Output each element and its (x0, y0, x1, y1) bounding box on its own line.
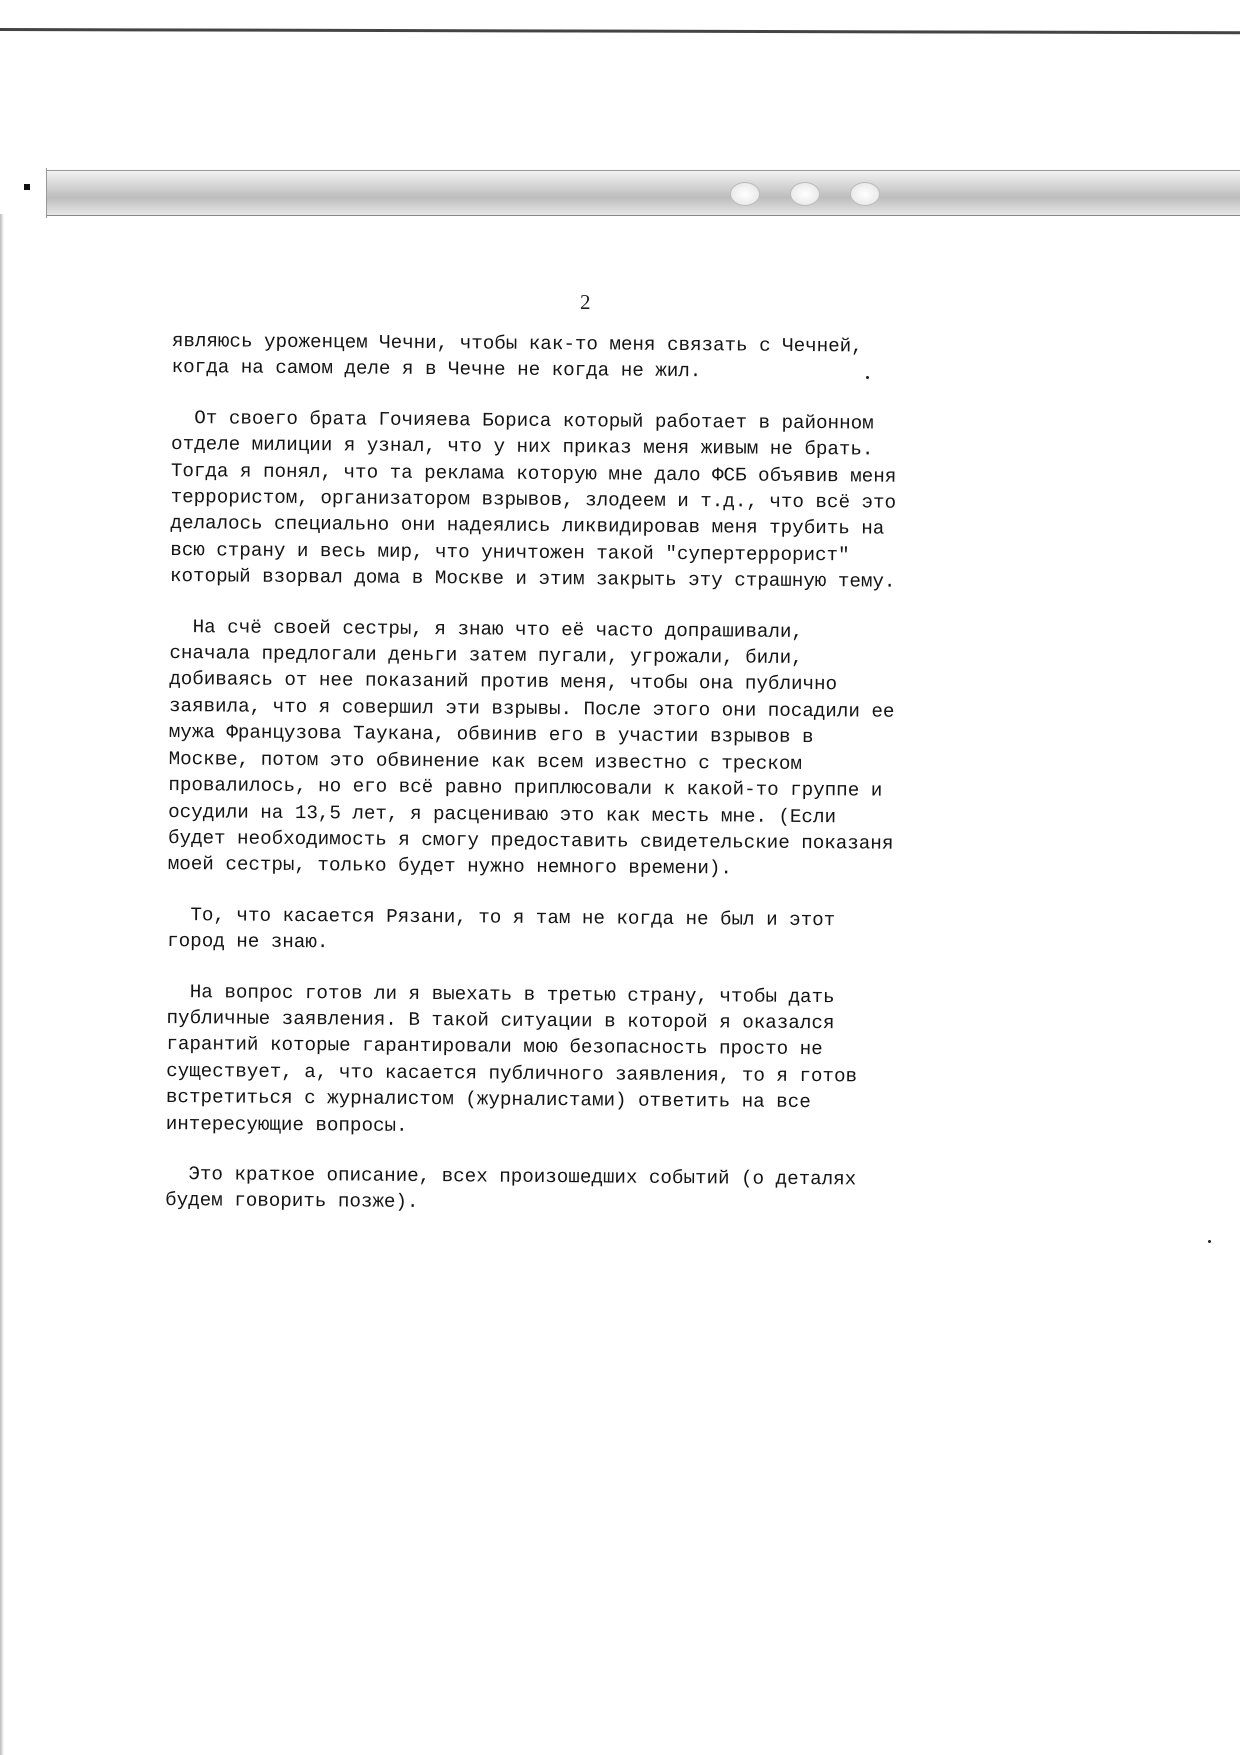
scanner-strip-edge (0, 168, 47, 218)
paragraph-6: Это краткое описание, всех произошедших событий (о деталях будем говорить позже). (165, 1162, 857, 1214)
scan-speck (1208, 1240, 1211, 1243)
paragraph-5: На вопрос готов ли я выехать в третью страну, чтобы дать публичные заявления. В такой ситуации в которой я оказался гарантий которые гарантировали мою безопасность просто не существует, а, что касается публичного заявления, то я готов встретиться с журналистом (журналистами) ответить на все интересующие вопросы. (165, 980, 858, 1137)
scanner-marker (24, 184, 30, 190)
scanner-hole-2 (790, 182, 820, 206)
document-body (165, 328, 1072, 1245)
scan-top-rule (0, 28, 1240, 34)
scan-artifact-top (560, 4, 860, 18)
paragraph-1: являюсь уроженцем Чечни, чтобы как-то меня связать с Чечней, когда на самом деле я в Чечне не когда не жил. (171, 329, 863, 383)
paragraph-2: От своего брата Гочияева Бориса который работает в районном отделе милиции я узнал, что у них приказ меня живым не брать. Тогда я понял, что та реклама которую мне дало ФСБ объявив меня террористом, организатором взрывов, злодеем и т.д., что всё это делалось специально они надеялись ликвидировав меня трубить на всю страну и весь мир, что уничтожен такой "супертеррорист" который взорвал дома в Москве и этим закрыть эту страшную тему. (169, 406, 897, 593)
scan-left-edge (0, 214, 4, 1755)
scan-speck (866, 376, 869, 379)
paragraph-3: На счё своей сестры, я знаю что её часто допрашивали, сначала предлогали деньги затем пугали, угрожали, били, добиваясь от нее показаний против меня, чтобы она публично заявила, что я совершил эти взрывы. После этого они посадили ее мужа Французова Таукана, обвинив его в участии взрывов в Москве, потом это обвинение как всем известно с треском провалилось, но его всё равно приплюсовали к какой-то группе и осудили на 13,5 лет, я расцениваю это как месть мне. (Если будет необходимость я смогу предоставить свидетельские показаня моей сестры, только будет нужно немного времени). (167, 615, 895, 880)
scanner-hole-1 (730, 182, 760, 206)
scanner-hole-3 (850, 182, 880, 206)
paragraph-4: То, что касается Рязани, то я там не когда не был и этот город не знаю. (167, 903, 836, 954)
page-number: 2 (580, 290, 591, 314)
scanner-strip (0, 170, 1240, 216)
